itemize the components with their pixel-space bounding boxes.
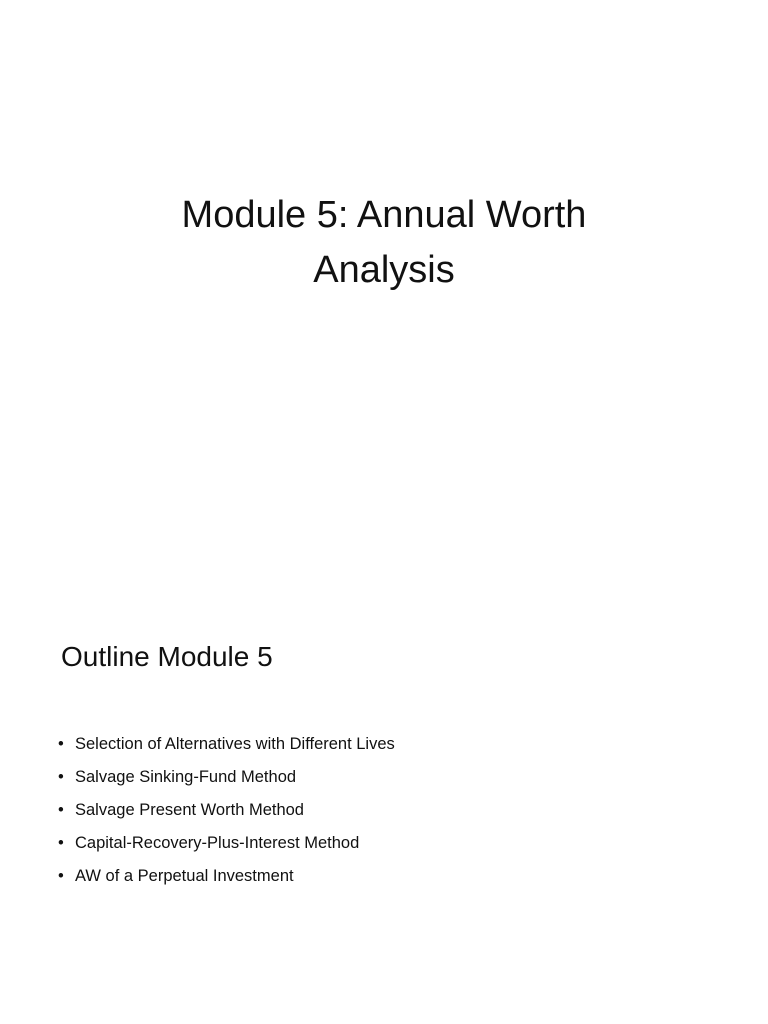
outline-list (58, 731, 395, 896)
title-line: Analysis (313, 249, 455, 291)
bullet-icon: • (58, 735, 64, 753)
list-item (58, 863, 395, 896)
list-item-text: Salvage Sinking-Fund Method (75, 768, 297, 786)
list-item-text: Salvage Present Worth Method (75, 801, 304, 819)
list-item-text: Selection of Alternatives with Different Lives (75, 735, 395, 753)
bullet-icon: • (58, 834, 64, 852)
title-line: Module 5: Annual Worth (181, 194, 587, 236)
list-item-text: AW of a Perpetual Investment (75, 867, 294, 885)
bullet-icon: • (58, 867, 64, 885)
bullet-icon: • (58, 801, 64, 819)
list-item (58, 830, 395, 863)
list-item (58, 731, 395, 764)
outline-heading: Outline Module 5 (61, 641, 273, 672)
list-item-text: Capital-Recovery-Plus-Interest Method (75, 834, 360, 852)
bullet-icon: • (58, 768, 64, 786)
slide-title (0, 188, 768, 298)
list-item (58, 797, 395, 830)
list-item (58, 764, 395, 797)
